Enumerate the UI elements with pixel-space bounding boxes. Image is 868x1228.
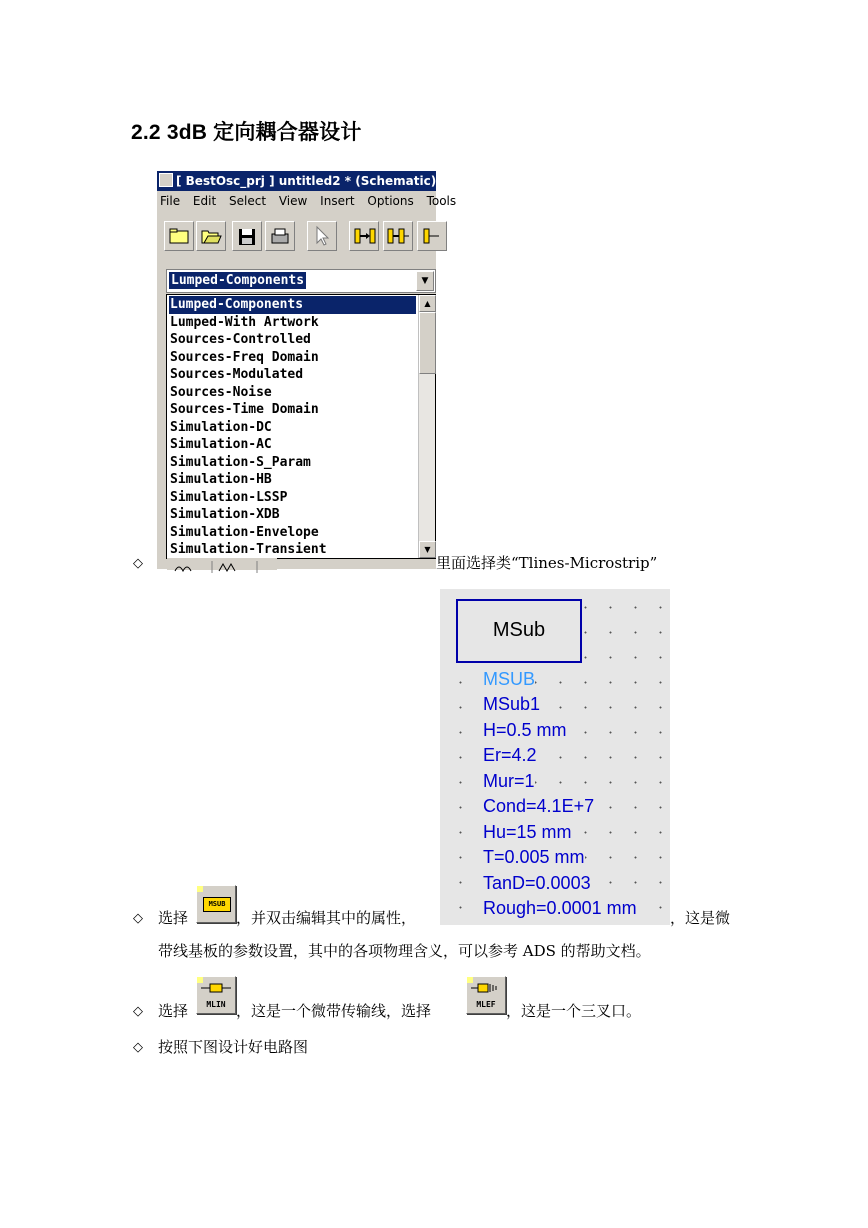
insert-wire-icon[interactable] — [383, 221, 413, 251]
palette-list-item[interactable]: Sources-Noise — [170, 384, 272, 400]
msub-prop-hu: Hu=15 mm — [483, 822, 572, 842]
menu-tools[interactable]: Tools — [426, 194, 457, 208]
menu-select[interactable]: Select — [229, 194, 267, 208]
msub-prop-t: T=0.005 mm — [483, 847, 585, 867]
palette-dropdown-list[interactable] — [166, 294, 436, 559]
menu-file[interactable]: File — [160, 194, 181, 208]
list-scrollbar[interactable] — [418, 295, 435, 558]
msub-component-symbol — [456, 599, 582, 663]
window-title: [ BestOsc_prj ] untitled2 * (Schematic):2 — [176, 174, 450, 188]
palette-list-item[interactable]: Simulation-Envelope — [170, 524, 319, 540]
palette-list-item[interactable]: Simulation-XDB — [170, 507, 280, 522]
msub-prop-rough: Rough=0.0001 mm — [483, 898, 637, 918]
msub-icon: MSUB — [203, 897, 231, 912]
palette-list-item[interactable]: Sources-Modulated — [170, 367, 304, 382]
line3-text-mlin: ，这是一个微带传输线，选择 — [236, 1002, 432, 1020]
bullet-4: ◇ — [133, 1040, 143, 1055]
msub-prop-mur: Mur=1 — [483, 771, 535, 791]
scroll-thumb[interactable] — [419, 312, 436, 374]
mlef-icon — [471, 982, 501, 994]
delete-component-icon[interactable] — [417, 221, 447, 251]
msub-prop-tand: TanD=0.0003 — [483, 873, 591, 893]
menu-options[interactable]: Options — [367, 194, 414, 208]
new-file-icon[interactable] — [164, 221, 194, 251]
msub-properties-panel — [440, 589, 670, 925]
menu-bar — [157, 191, 457, 211]
line4-text: 按照下图设计好电路图 — [158, 1038, 309, 1056]
mlin-component-button[interactable] — [196, 976, 236, 1014]
select-pointer-icon[interactable] — [307, 221, 337, 251]
palette-list-item[interactable]: Simulation-LSSP — [170, 489, 288, 505]
bullet-3: ◇ — [133, 1004, 143, 1019]
msub-box-label: MSub — [492, 619, 546, 641]
msub-type: MSUB — [483, 669, 536, 689]
palette-list-item[interactable]: Lumped-With Artwork — [170, 314, 319, 330]
bullet-2: ◇ — [133, 911, 143, 926]
palette-list-item[interactable]: Simulation-S_Param — [170, 454, 311, 470]
print-icon[interactable] — [265, 221, 295, 251]
line2-text-edit: ，并双击编辑其中的属性， — [236, 909, 417, 927]
msub-prop-er: Er=4.2 — [483, 745, 537, 765]
palette-selected-value: Lumped-Components — [171, 273, 305, 288]
scroll-down-icon[interactable]: ▼ — [419, 541, 436, 558]
open-folder-icon[interactable] — [196, 221, 226, 251]
scroll-up-icon[interactable]: ▲ — [419, 295, 436, 312]
chevron-down-icon[interactable]: ▼ — [416, 271, 434, 291]
msub-prop-cond: Cond=4.1E+7 — [483, 796, 595, 816]
palette-list-item[interactable]: Sources-Controlled — [170, 332, 311, 347]
window-titlebar — [157, 171, 450, 191]
line2-text-select: 选择 — [158, 909, 189, 927]
mlef-icon-label: MLEF — [476, 1000, 496, 1009]
line2-text-this-is: ，这是微 — [670, 909, 731, 927]
palette-list-item[interactable]: Simulation-Transient — [170, 542, 327, 557]
palette-select[interactable] — [166, 269, 436, 293]
palette-list-item[interactable]: Simulation-DC — [170, 419, 272, 435]
menu-edit[interactable]: Edit — [192, 194, 217, 208]
mlef-component-button[interactable] — [466, 976, 506, 1014]
palette-tabs — [167, 557, 277, 570]
palette-list-item[interactable]: Simulation-AC — [170, 437, 272, 452]
palette-list-item[interactable]: Lumped-Components — [169, 296, 416, 314]
app-icon — [159, 173, 173, 187]
toolbar — [157, 217, 436, 257]
insert-component-icon[interactable] — [349, 221, 379, 251]
menu-view[interactable]: View — [278, 194, 308, 208]
palette-list-item[interactable]: Simulation-HB — [170, 472, 272, 487]
line3-text-select: 选择 — [158, 1002, 189, 1020]
caption-tlines-microstrip: 里面选择类“Tlines-Microstrip” — [436, 554, 658, 572]
line2-continuation: 带线基板的参数设置，其中的各项物理含义，可以参考 ADS 的帮助文档。 — [158, 942, 651, 960]
ads-window-screenshot — [157, 171, 457, 569]
corner-marker-icon — [197, 886, 203, 892]
msub-prop-h: H=0.5 mm — [483, 720, 567, 740]
msub-component-button[interactable] — [196, 885, 236, 923]
line3-text-mlef: ，这是一个三叉口。 — [506, 1002, 642, 1020]
save-icon[interactable] — [232, 221, 262, 251]
mlin-icon-label: MLIN — [206, 1000, 226, 1009]
menu-insert[interactable]: Insert — [320, 194, 355, 208]
palette-list-item[interactable]: Sources-Time Domain — [170, 402, 319, 417]
palette-list-item[interactable]: Sources-Freq Domain — [170, 349, 319, 365]
bullet-1: ◇ — [133, 556, 143, 571]
mlin-icon — [201, 982, 231, 994]
msub-instance-name: MSub1 — [483, 694, 541, 714]
section-heading: 2.2 3dB 定向耦合器设计 — [131, 121, 362, 144]
